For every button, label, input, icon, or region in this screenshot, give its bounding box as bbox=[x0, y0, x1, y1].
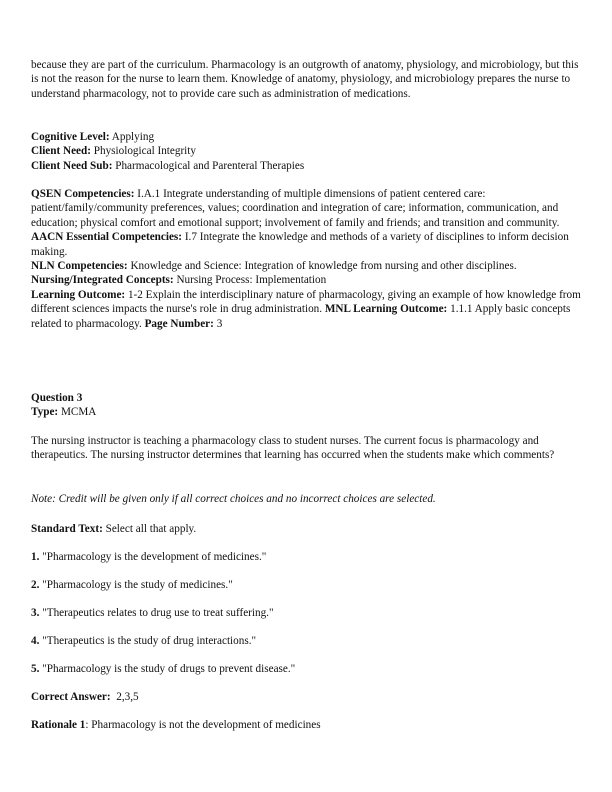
competencies-block bbox=[31, 187, 581, 331]
nln bbox=[31, 259, 581, 273]
meta-2-label: Client Need Sub: bbox=[31, 159, 113, 172]
meta-2-value: Pharmacological and Parenteral Therapies bbox=[112, 159, 305, 172]
learning-outcome-label: Learning Outcome: bbox=[31, 288, 126, 301]
question-header bbox=[31, 391, 581, 420]
meta-1-value: Physiological Integrity bbox=[90, 145, 196, 158]
cognitive-level bbox=[31, 130, 581, 144]
meta-0-label: Cognitive Level: bbox=[31, 131, 110, 143]
meta-0-value: Applying bbox=[109, 131, 155, 143]
rationale-continuation bbox=[31, 58, 581, 101]
question-choices-3-text: "Therapeutics is the study of drug interactions." bbox=[39, 635, 257, 647]
aacn bbox=[31, 230, 581, 259]
question-title: Question 3 bbox=[31, 392, 83, 404]
question-stem: The nursing instructor is teaching a pharmacology class to student nurses. The current focus is pharmacology and therapeutics. The nursing instructor determines that learning has occurred when the students make which comments? bbox=[31, 435, 555, 462]
choice bbox=[31, 606, 581, 620]
client-need bbox=[31, 144, 581, 158]
choice bbox=[31, 550, 581, 564]
question-choices-0-text: "Pharmacology is the development of medicines." bbox=[39, 551, 267, 563]
question-note: Note: Credit will be given only if all correct choices and no incorrect choices are selected. bbox=[31, 493, 436, 505]
learning-outcome-value: 1-2 Explain the interdisciplinary nature of pharmacology, giving an example of how knowledge from different sciences impacts the nurse's role in drug administration. bbox=[31, 288, 581, 316]
nursing-concepts bbox=[31, 273, 581, 287]
question-rationale-label: Rationale 1 bbox=[31, 719, 86, 731]
question-rationale-value: : Pharmacology is not the development of medicines bbox=[85, 719, 321, 731]
credit-note bbox=[31, 492, 581, 506]
learning-outcome-page-value: 3 bbox=[213, 317, 223, 330]
question-answer-value: 2,3,5 bbox=[110, 691, 139, 703]
learning-outcome-mnl-value: 1.1.1 Apply basic concepts related to pharmacology. bbox=[31, 303, 571, 330]
question-choices-1-num: 2. bbox=[31, 579, 40, 591]
competencies-0-label: QSEN Competencies: bbox=[31, 188, 135, 200]
competencies-3-value: Nursing Process: Implementation bbox=[173, 274, 327, 287]
question-choices-2-text: "Therapeutics relates to drug use to treat suffering." bbox=[39, 607, 274, 619]
choice bbox=[31, 662, 581, 676]
correct-answer bbox=[31, 690, 581, 704]
question-choices-2-num: 3. bbox=[31, 607, 40, 619]
question-type bbox=[31, 405, 581, 419]
learning-outcome bbox=[31, 288, 581, 331]
choice bbox=[31, 578, 581, 592]
question-choices-3-num: 4. bbox=[31, 635, 40, 647]
question-stem bbox=[31, 434, 581, 463]
question-choices-4-num: 5. bbox=[31, 663, 40, 675]
question-choices-4-text: "Pharmacology is the study of drugs to prevent disease." bbox=[39, 663, 296, 675]
competencies-3-label: Nursing/Integrated Concepts: bbox=[31, 274, 174, 287]
qsen bbox=[31, 187, 581, 230]
question-choices-1-text: "Pharmacology is the study of medicines." bbox=[39, 579, 233, 591]
question-choices-0-num: 1. bbox=[31, 551, 40, 563]
competencies-2-label: NLN Competencies: bbox=[31, 260, 128, 273]
question-standard-label: Standard Text: bbox=[31, 523, 103, 535]
learning-outcome-page-label: Page Number: bbox=[144, 317, 214, 330]
standard-text bbox=[31, 522, 581, 536]
question-type-value: MCMA bbox=[58, 406, 97, 419]
rationale-text: because they are part of the curriculum. Pharmacology is an outgrowth of anatomy, physiology, and microbiology, but this is not the reason for the nurse to learn them. Knowledge of anatomy, physiology, and microbiology prepares the nurse to understand pharmacology, not to provide care such as administration of medications. bbox=[31, 59, 579, 100]
competencies-0-value: I.A.1 Integrate understanding of multiple dimensions of patient centered care: patient/family/community preferences, values; coordination and integration of care; information, communication, and education; physical comfort and emotional support; involvement of family and friends; and transition and community. bbox=[31, 188, 560, 229]
question-standard-value: Select all that apply. bbox=[102, 523, 197, 535]
rationale-1 bbox=[31, 718, 581, 732]
competencies-1-value: I.7 Integrate the knowledge and methods of a variety of disciplines to inform decision making. bbox=[31, 231, 569, 258]
meta-1-label: Client Need: bbox=[31, 145, 91, 158]
meta-block bbox=[31, 130, 581, 173]
competencies-1-label: AACN Essential Competencies: bbox=[31, 231, 183, 244]
competencies-2-value: Knowledge and Science: Integration of knowledge from nursing and other disciplines. bbox=[127, 260, 517, 273]
question-type-label: Type: bbox=[31, 406, 59, 419]
choice bbox=[31, 634, 581, 648]
client-need-sub bbox=[31, 159, 581, 173]
learning-outcome-mnl-label: MNL Learning Outcome: bbox=[324, 303, 448, 316]
question-answer-label: Correct Answer: bbox=[31, 691, 111, 703]
